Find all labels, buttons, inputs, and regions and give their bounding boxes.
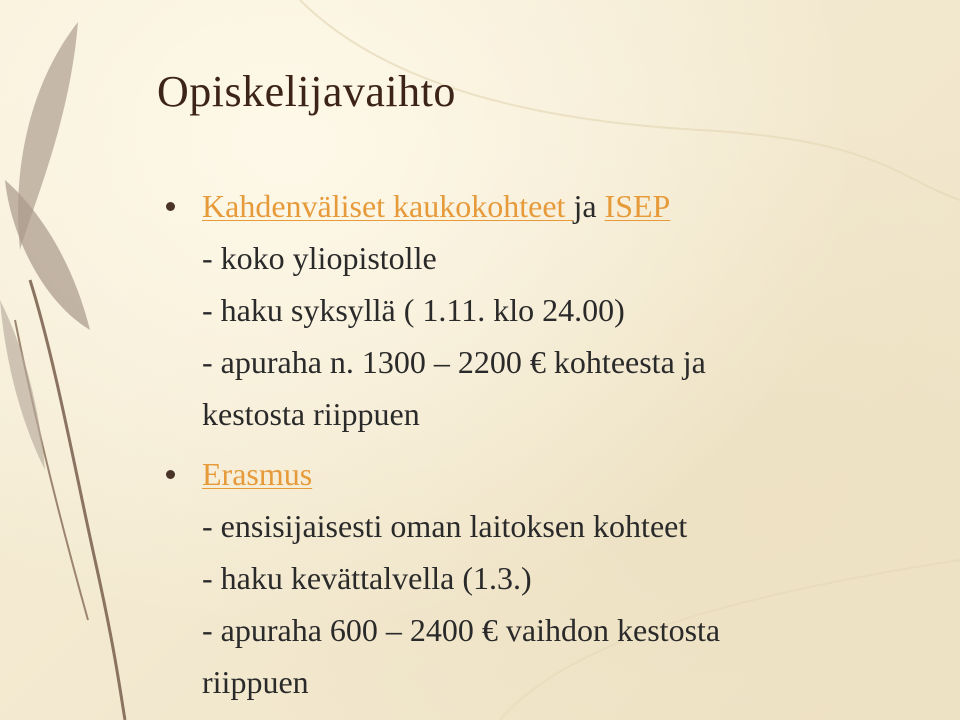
bullet-line: riippuen: [202, 664, 309, 700]
bullet-line: kestosta riippuen: [202, 396, 420, 432]
bullet-line: - ensisijaisesti oman laitoksen kohteet: [202, 508, 688, 544]
content-list: [160, 180, 940, 708]
bullet-line: - haku syksyllä ( 1.11. klo 24.00): [202, 292, 625, 328]
bullet-heading: [202, 180, 940, 232]
bullet-line: - haku kevättalvella (1.3.): [202, 560, 532, 596]
list-item: [160, 180, 940, 440]
bullet-heading: [202, 448, 940, 500]
link-isep[interactable]: ISEP: [604, 188, 671, 224]
page-title: Opiskelijavaihto: [157, 67, 456, 116]
connector-text: ja: [573, 188, 605, 224]
leaf-middle: [5, 180, 90, 330]
link-erasmus[interactable]: Erasmus: [202, 456, 313, 492]
bullet-line: - apuraha 600 – 2400 € vaihdon kestosta: [202, 612, 721, 648]
link-kahdenvaliset-kaukokohteet[interactable]: Kahdenväliset kaukokohteet: [202, 188, 574, 224]
leaf-lower: [0, 300, 45, 470]
bullet-line: - apuraha n. 1300 – 2200 € kohteesta ja: [202, 344, 706, 380]
leaf-stem-main: [30, 280, 125, 720]
bullet-icon: [166, 202, 175, 211]
list-item: [160, 448, 940, 708]
bullet-line: - koko yliopistolle: [202, 240, 437, 276]
bullet-icon: [166, 470, 175, 479]
